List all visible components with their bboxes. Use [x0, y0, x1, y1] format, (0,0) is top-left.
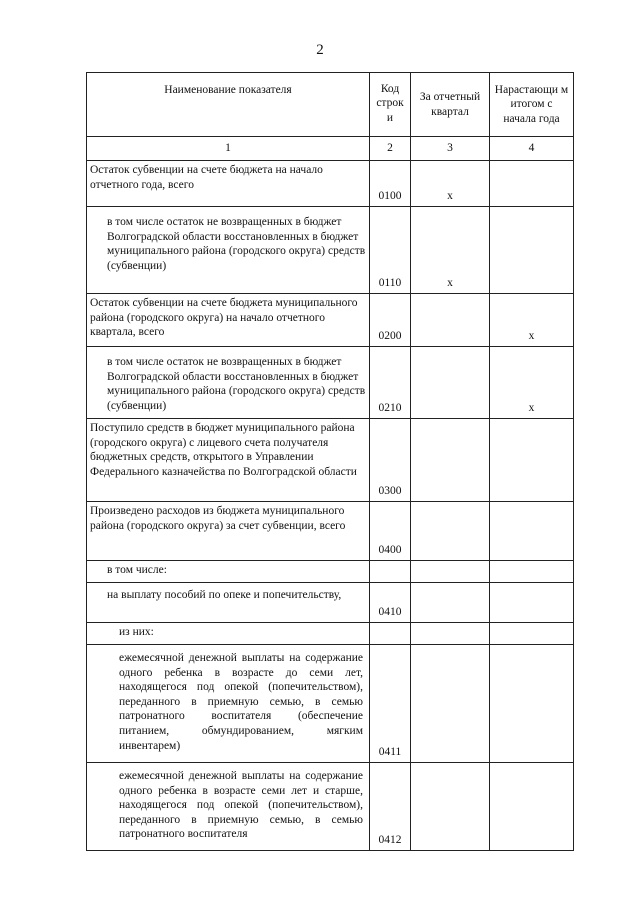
- row-ytd-value: [490, 583, 574, 623]
- row-quarter-value: [411, 623, 490, 645]
- table-row: [87, 561, 574, 583]
- row-name: из них:: [87, 623, 370, 645]
- row-ytd-value: [490, 207, 574, 294]
- row-name: ежемесячной денежной выплаты на содержание одного ребенка в возрасте до семи лет, находящегося под опекой (попечительством), переданного в приемную семью, в семью патронатного воспитателя (обеспечение питанием, обмундированием, мягким инвентарем): [87, 645, 370, 763]
- table-header-row: [87, 73, 574, 137]
- row-code: 0100: [370, 161, 411, 207]
- table-row: [87, 623, 574, 645]
- row-name: Произведено расходов из бюджета муниципального района (городского округа) за счет субвенции, всего: [87, 502, 370, 561]
- table-row: [87, 207, 574, 294]
- header-indicator-name: Наименование показателя: [87, 73, 370, 137]
- table-row: [87, 294, 574, 347]
- row-code: 0200: [370, 294, 411, 347]
- row-quarter-value: [411, 294, 490, 347]
- row-quarter-value: x: [411, 161, 490, 207]
- row-quarter-value: [411, 561, 490, 583]
- row-quarter-value: x: [411, 207, 490, 294]
- page-number: 2: [316, 42, 324, 58]
- row-ytd-value: [490, 645, 574, 763]
- row-quarter-value: [411, 645, 490, 763]
- row-ytd-value: x: [490, 347, 574, 419]
- row-name: в том числе остаток не возвращенных в бюджет Волгоградской области восстановленных в бюджет муниципального района (городского округа) средств (субвенции): [87, 347, 370, 419]
- table-row: [87, 161, 574, 207]
- row-code: [370, 561, 411, 583]
- row-code: 0411: [370, 645, 411, 763]
- table-row: [87, 763, 574, 851]
- row-name: на выплату пособий по опеке и попечительству,: [87, 583, 370, 623]
- row-quarter-value: [411, 419, 490, 502]
- row-ytd-value: [490, 763, 574, 851]
- table-row: [87, 583, 574, 623]
- header-line-code: Код строк и: [370, 73, 411, 137]
- row-code: 0110: [370, 207, 411, 294]
- row-ytd-value: x: [490, 294, 574, 347]
- row-name: в том числе:: [87, 561, 370, 583]
- row-quarter-value: [411, 502, 490, 561]
- row-code: 0210: [370, 347, 411, 419]
- row-quarter-value: [411, 763, 490, 851]
- row-name: Остаток субвенции на счете бюджета муниципального района (городского округа) на начало отчетного квартала, всего: [87, 294, 370, 347]
- row-ytd-value: [490, 161, 574, 207]
- table-row: [87, 347, 574, 419]
- table-row: [87, 502, 574, 561]
- table-row: [87, 645, 574, 763]
- row-code: 0300: [370, 419, 411, 502]
- row-ytd-value: [490, 623, 574, 645]
- row-name: в том числе остаток не возвращенных в бюджет Волгоградской области восстановленных в бюджет муниципального района (городского округа) средств (субвенции): [87, 207, 370, 294]
- row-name: Остаток субвенции на счете бюджета на начало отчетного года, всего: [87, 161, 370, 207]
- row-quarter-value: [411, 583, 490, 623]
- header-reporting-quarter: За отчетный квартал: [411, 73, 490, 137]
- row-ytd-value: [490, 561, 574, 583]
- row-code: 0410: [370, 583, 411, 623]
- column-number: 3: [411, 137, 490, 161]
- header-year-to-date: Нарастающи м итогом с начала года: [490, 73, 574, 137]
- row-quarter-value: [411, 347, 490, 419]
- row-ytd-value: [490, 419, 574, 502]
- column-number: 4: [490, 137, 574, 161]
- report-table: [86, 72, 574, 851]
- row-name: Поступило средств в бюджет муниципального района (городского округа) с лицевого счета получателя бюджетных средств, открытого в Управлении Федерального казначейства по Волгоградской области: [87, 419, 370, 502]
- row-ytd-value: [490, 502, 574, 561]
- row-name: ежемесячной денежной выплаты на содержание одного ребенка в возрасте семи лет и старше, находящегося под опекой (попечительством), переданного в приемную семью, в семью патронатного воспитателя: [87, 763, 370, 851]
- row-code: 0400: [370, 502, 411, 561]
- row-code: 0412: [370, 763, 411, 851]
- table-row: [87, 419, 574, 502]
- column-number: 2: [370, 137, 411, 161]
- row-code: [370, 623, 411, 645]
- column-number: 1: [87, 137, 370, 161]
- column-numbers-row: [87, 137, 574, 161]
